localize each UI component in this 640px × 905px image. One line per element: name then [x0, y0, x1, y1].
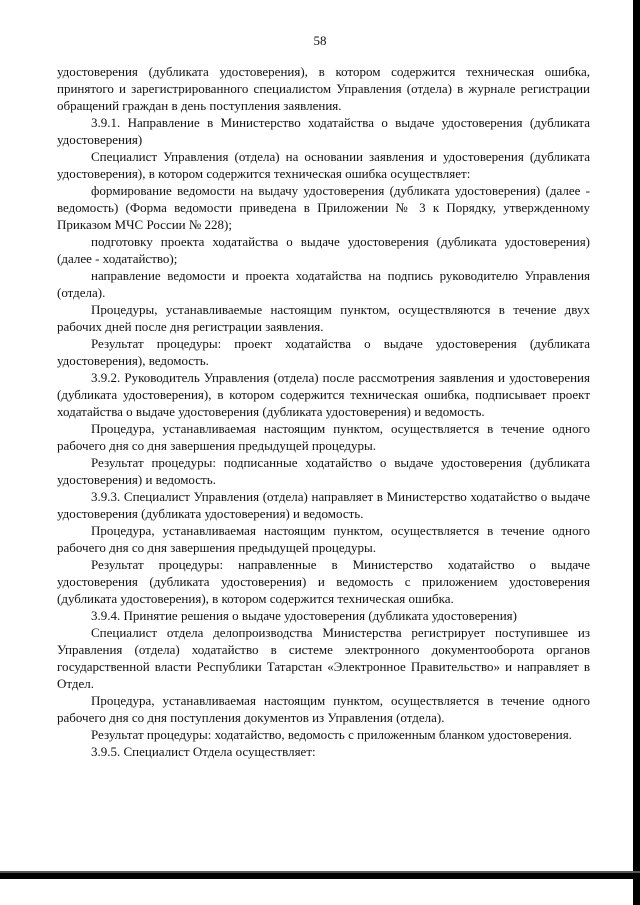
paragraph: удостоверения (дубликата удостоверения), в котором содержится техническая ошибка, принятого и зарегистрированного специалистом Управления (отдела) в журнале регистрации обращений граждан в день поступления заявления.: [57, 64, 590, 113]
paragraph: Результат процедуры: проект ходатайства о выдаче удостоверения (дубликата удостоверения), ведомость.: [57, 336, 590, 368]
paragraph: 3.9.4. Принятие решения о выдаче удостоверения (дубликата удостоверения): [91, 608, 517, 623]
scan-edge-bottom: [0, 873, 640, 879]
paragraph: формирование ведомости на выдачу удостоверения (дубликата удостоверения) (далее - ведомость) (Форма ведомости приведена в Приложении № 3 к Порядку, утвержденному Приказом МЧС России № 228);: [57, 183, 590, 232]
paragraph: 3.9.5. Специалист Отдела осуществляет:: [91, 744, 316, 759]
paragraph: Специалист отдела делопроизводства Министерства регистрирует поступившее из Управления (отдела) ходатайство в системе электронного документооборота органов государственной власти Республики Татарстан «Электронное Правительство» и направляет в Отдел.: [57, 625, 590, 691]
page-number: 58: [313, 33, 327, 48]
paragraph: Специалист Управления (отдела) на основании заявления и удостоверения (дубликата удостоверения), в котором содержится техническая ошибка осуществляет:: [57, 149, 590, 181]
scan-edge-right: [633, 0, 640, 905]
paragraph: Процедуры, устанавливаемые настоящим пунктом, осуществляются в течение двух рабочих дней после дня регистрации заявления.: [57, 302, 590, 334]
paragraph: направление ведомости и проекта ходатайства на подпись руководителю Управления (отдела).: [57, 268, 590, 300]
paragraph: Результат процедуры: направленные в Министерство ходатайство о выдаче удостоверения (дубликата удостоверения) и ведомость с приложением удостоверения (дубликата удостоверения), в котором содержится техническая ошибка.: [57, 557, 590, 606]
paragraph: 3.9.3. Специалист Управления (отдела) направляет в Министерство ходатайство о выдаче удостоверения (дубликата удостоверения) и ведомость.: [57, 489, 590, 521]
document-body: [57, 63, 590, 760]
paragraph: Процедура, устанавливаемая настоящим пунктом, осуществляется в течение одного рабочего дня со дня завершения предыдущей процедуры.: [57, 421, 590, 453]
paragraph: Результат процедуры: ходатайство, ведомость с приложенным бланком удостоверения.: [91, 727, 572, 742]
paragraph: Процедура, устанавливаемая настоящим пунктом, осуществляется в течение одного рабочего дня со дня завершения предыдущей процедуры.: [57, 523, 590, 555]
paragraph: 3.9.1. Направление в Министерство ходатайства о выдаче удостоверения (дубликата удостоверения): [57, 115, 590, 147]
paragraph: 3.9.2. Руководитель Управления (отдела) после рассмотрения заявления и удостоверения (дубликата удостоверения), в котором содержится техническая ошибка, подписывает проект ходатайства о выдаче удостоверения (дубликата удостоверения) и ведомость.: [57, 370, 590, 419]
paragraph: подготовку проекта ходатайства о выдаче удостоверения (дубликата удостоверения) (далее - ходатайство);: [57, 234, 590, 266]
paragraph: Результат процедуры: подписанные ходатайство о выдаче удостоверения (дубликата удостоверения) и ведомость.: [57, 455, 590, 487]
paragraph: Процедура, устанавливаемая настоящим пунктом, осуществляется в течение одного рабочего дня со дня поступления документов из Управления (отдела).: [57, 693, 590, 725]
